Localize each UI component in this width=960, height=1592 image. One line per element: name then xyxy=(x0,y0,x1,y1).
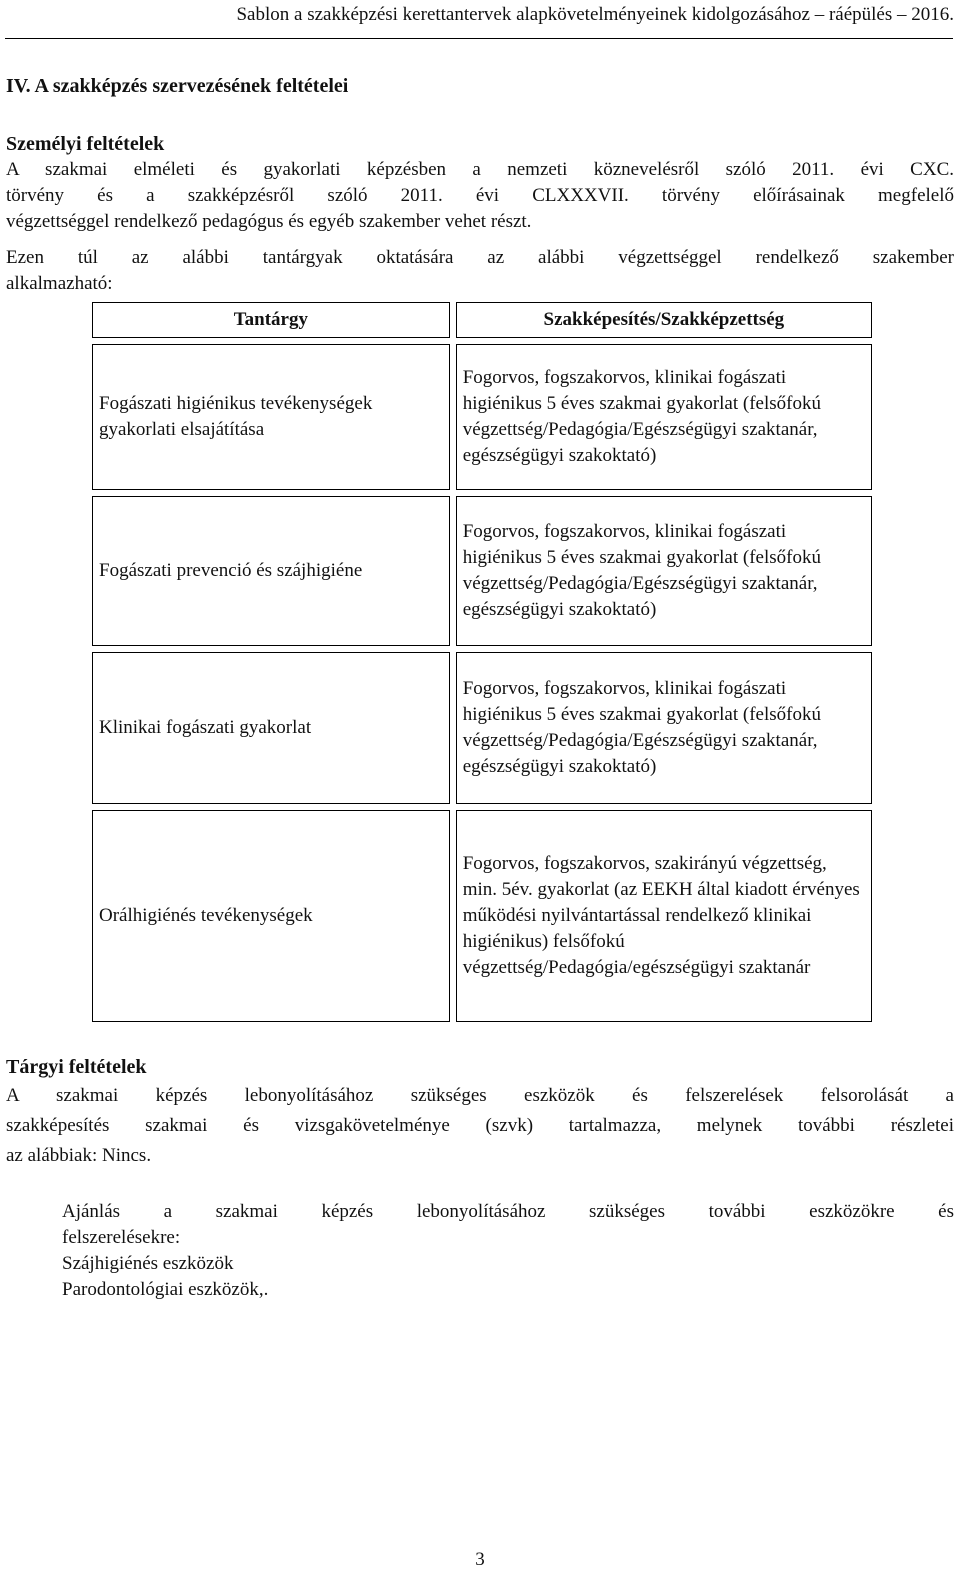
qualification-cell: Fogorvos, fogszakorvos, klinikai fogászati higiénikus 5 éves szakmai gyakorlat (felsőfokú végzettség/Pedagógia/Egészségügyi szaktanár, egészségügyi szakoktató) xyxy=(456,344,872,490)
subject-cell: Fogászati higiénikus tevékenységek gyakorlati elsajátítása xyxy=(92,344,450,490)
recommendation-item: Szájhigiénés eszközök xyxy=(62,1253,234,1274)
material-text-line: az alábbiak: Nincs. xyxy=(6,1145,152,1166)
table-row xyxy=(92,496,872,646)
table-header-row xyxy=(92,302,872,338)
qualification-cell: Fogorvos, fogszakorvos, klinikai fogászati higiénikus 5 éves szakmai gyakorlat (felsőfokú végzettség/Pedagógia/Egészségügyi szaktanár, egészségügyi szakoktató) xyxy=(456,652,872,804)
personal-text-line: A szakmai elméleti és gyakorlati képzésben a nemzeti köznevelésről szóló 2011. évi CXC. xyxy=(6,159,954,180)
material-text-line: szakképesítés szakmai és vizsgakövetelménye (szvk) tartalmazza, melynek további részletei xyxy=(6,1115,954,1136)
recommendation-block xyxy=(62,1199,954,1303)
personal-text-line: Ezen túl az alábbi tantárgyak oktatására az alábbi végzettséggel rendelkező szakember xyxy=(6,247,954,268)
column-header-qualification: Szakképesítés/Szakképzettség xyxy=(456,302,872,338)
qualification-cell: Fogorvos, fogszakorvos, szakirányú végzettség, min. 5év. gyakorlat (az EEKH által kiadott érvényes működési nyilvántartással rendelkező klinikai higiénikus) felsőfokú végzettség/Pedagógia/egészségügyi szaktanár xyxy=(456,810,872,1022)
personal-conditions-title: Személyi feltételek xyxy=(6,133,165,155)
header-rule xyxy=(5,38,953,39)
personal-text-line: végzettséggel rendelkező pedagógus és egyéb szakember vehet részt. xyxy=(6,211,532,232)
recommendation-line: felszerelésekre: xyxy=(62,1227,181,1248)
subject-cell: Orálhigiénés tevékenységek xyxy=(92,810,450,1022)
personal-text-line: alkalmazható: xyxy=(6,273,113,294)
qualification-cell: Fogorvos, fogszakorvos, klinikai fogászati higiénikus 5 éves szakmai gyakorlat (felsőfokú végzettség/Pedagógia/Egészségügyi szaktanár, egészségügyi szakoktató) xyxy=(456,496,872,646)
table-row xyxy=(92,652,872,804)
personal-text-line: törvény és a szakképzésről szóló 2011. évi CLXXXVII. törvény előírásainak megfelelő xyxy=(6,185,954,206)
table-row xyxy=(92,810,872,1022)
running-header: Sablon a szakképzési kerettantervek alapkövetelményeinek kidolgozásához – ráépülés – 2016. xyxy=(236,4,954,25)
qualification-table xyxy=(86,296,878,1028)
material-text-line: A szakmai képzés lebonyolításához szükséges eszközök és felszerelések felsorolását a xyxy=(6,1085,954,1106)
recommendation-item: Parodontológiai eszközök,. xyxy=(62,1279,269,1300)
chapter-heading: IV. A szakképzés szervezésének feltételei xyxy=(6,75,349,97)
table-row xyxy=(92,344,872,490)
page-number: 3 xyxy=(475,1549,485,1570)
material-conditions-title: Tárgyi feltételek xyxy=(6,1056,147,1078)
subject-cell: Klinikai fogászati gyakorlat xyxy=(92,652,450,804)
subject-cell: Fogászati prevenció és szájhigiéne xyxy=(92,496,450,646)
recommendation-line: Ajánlás a szakmai képzés lebonyolításához szükséges további eszközökre és xyxy=(62,1201,954,1222)
column-header-subject: Tantárgy xyxy=(92,302,450,338)
